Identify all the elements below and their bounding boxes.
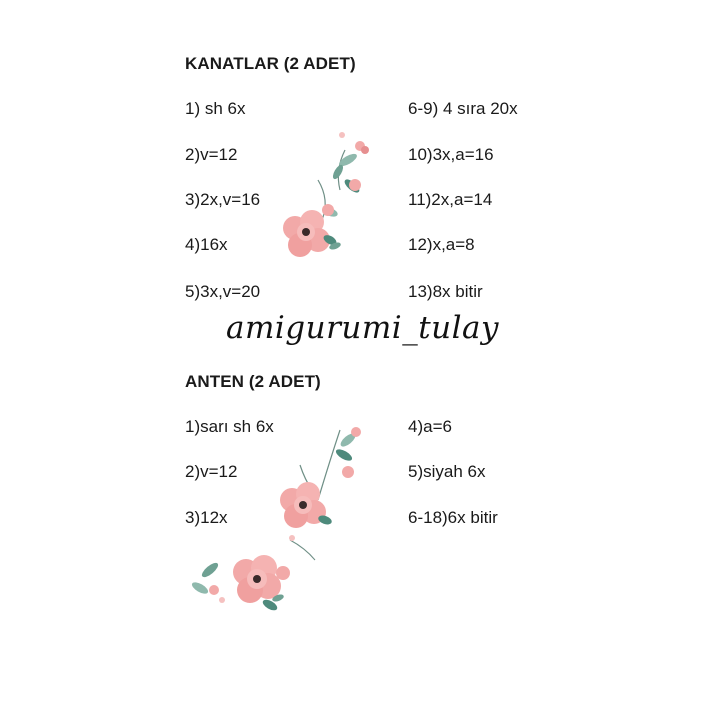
kanatlar-step-5: 5)3x,v=20 <box>185 282 261 301</box>
kanatlar-step-10: 10)3x,a=16 <box>408 145 494 164</box>
kanatlar-step-2: 2)v=12 <box>185 145 238 164</box>
kanatlar-step-11: 11)2x,a=14 <box>408 190 493 209</box>
anten-step-2: 2)v=12 <box>185 462 238 481</box>
kanatlar-step-1: 1) sh 6x <box>185 99 246 118</box>
kanatlar-step-6-9: 6-9) 4 sıra 20x <box>408 99 518 118</box>
anten-step-1: 1)sarı sh 6x <box>185 417 274 436</box>
anten-step-3: 3)12x <box>185 508 228 527</box>
flower-cluster-top <box>283 132 369 257</box>
anten-heading: ANTEN (2 ADET) <box>185 372 321 391</box>
kanatlar-step-4: 4)16x <box>185 235 228 254</box>
flower-cluster-middle <box>280 427 361 560</box>
anten-step-6-18: 6-18)6x bitir <box>408 508 498 527</box>
anten-step-5: 5)siyah 6x <box>408 462 486 481</box>
kanatlar-heading: KANATLAR (2 ADET) <box>185 54 356 73</box>
anten-step-4: 4)a=6 <box>408 417 452 436</box>
author-signature: amigurumi_tulay <box>226 310 500 346</box>
flower-cluster-bottom <box>190 555 290 612</box>
kanatlar-step-13: 13)8x bitir <box>408 282 483 301</box>
kanatlar-step-12: 12)x,a=8 <box>408 235 475 254</box>
kanatlar-step-3: 3)2x,v=16 <box>185 190 261 209</box>
